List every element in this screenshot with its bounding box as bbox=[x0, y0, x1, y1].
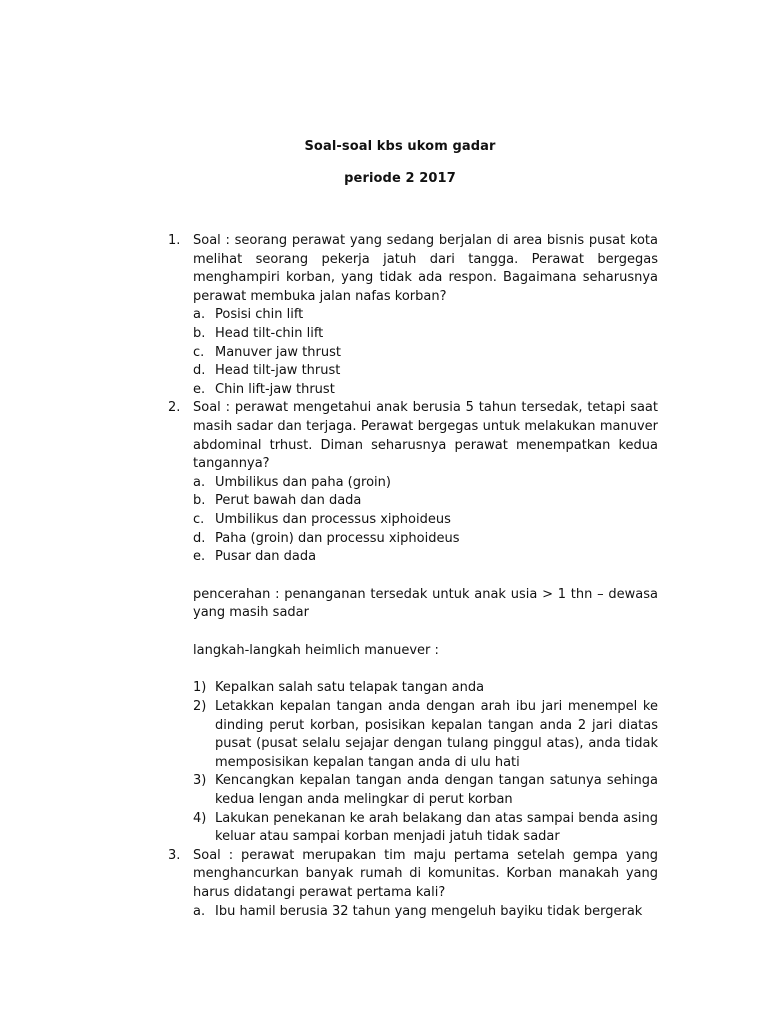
option-letter: a. bbox=[193, 903, 206, 919]
step-text: Kepalkan salah satu telapak tangan anda bbox=[215, 680, 485, 696]
question-1 bbox=[168, 232, 658, 399]
option-letter: d. bbox=[193, 363, 206, 379]
option-item bbox=[193, 474, 658, 493]
option-text: Manuver jaw thrust bbox=[215, 344, 341, 360]
step-number: 4) bbox=[193, 810, 207, 826]
question-number: 1. bbox=[168, 233, 181, 248]
step-item bbox=[193, 698, 658, 772]
question-number: 3. bbox=[168, 847, 181, 863]
option-item bbox=[193, 492, 658, 511]
option-text: Perut bawah dan dada bbox=[215, 493, 362, 509]
option-text: Posisi chin lift bbox=[215, 307, 304, 323]
question-2 bbox=[168, 399, 658, 566]
question-text: Soal : seorang perawat yang sedang berjalan di area bisnis pusat kota melihat seorang pekerja jatuh dari tangga. Perawat bergegas menghampiri korban, yang tidak ada respon. Bagaimana seharusnya perawat membuka jalan nafas korban? bbox=[193, 233, 658, 304]
option-letter: b. bbox=[193, 493, 206, 509]
question-text: Soal : perawat merupakan tim maju pertama setelah gempa yang menghancurkan banyak rumah di komunitas. Korban manakah yang harus didatangi perawat pertama kali? bbox=[193, 847, 658, 900]
option-letter: c. bbox=[193, 344, 205, 360]
step-item bbox=[193, 810, 658, 847]
option-letter: e. bbox=[193, 549, 206, 565]
option-text: Umbilikus dan processus xiphoideus bbox=[215, 511, 451, 527]
question-text: Soal : perawat mengetahui anak berusia 5 tahun tersedak, tetapi saat masih sadar dan terjaga. Perawat bergegas untuk melakukan manuver abdominal trhust. Diman seharusnya perawat menempatkan kedua tangannya? bbox=[193, 400, 658, 472]
steps-heading: langkah-langkah heimlich manuever : bbox=[193, 642, 439, 658]
explanation-paragraph: pencerahan : penanganan tersedak untuk anak usia > 1 thn – dewasa yang masih sadar bbox=[193, 586, 658, 621]
option-text: Pusar dan dada bbox=[215, 549, 317, 565]
option-text: Ibu hamil berusia 32 tahun yang mengeluh bayiku tidak bergerak bbox=[215, 903, 643, 919]
option-text: Umbilikus dan paha (groin) bbox=[215, 474, 391, 490]
step-text: Kencangkan kepalan tangan anda dengan tangan satunya sehinga kedua lengan anda melingkar di perut korban bbox=[215, 773, 658, 808]
option-item bbox=[193, 306, 658, 325]
option-item bbox=[193, 530, 658, 549]
option-item bbox=[193, 325, 658, 344]
option-item bbox=[193, 381, 658, 400]
option-item bbox=[193, 362, 658, 381]
question-3 bbox=[168, 847, 658, 921]
option-item bbox=[193, 548, 658, 567]
option-letter: c. bbox=[193, 511, 205, 527]
step-number: 3) bbox=[193, 773, 207, 789]
step-number: 1) bbox=[193, 680, 207, 696]
step-item bbox=[193, 679, 658, 698]
steps-list bbox=[168, 679, 658, 846]
option-letter: d. bbox=[193, 530, 206, 546]
document-subtitle: periode 2 2017 bbox=[344, 171, 456, 186]
option-item bbox=[193, 511, 658, 530]
option-item bbox=[193, 903, 658, 922]
option-list bbox=[193, 474, 658, 567]
document-title: Soal-soal kbs ukom gadar bbox=[304, 139, 496, 154]
option-text: Head tilt-chin lift bbox=[215, 325, 324, 341]
question-number: 2. bbox=[168, 400, 181, 416]
option-letter: a. bbox=[193, 307, 206, 323]
option-list bbox=[193, 306, 658, 399]
option-text: Head tilt-jaw thrust bbox=[215, 363, 341, 379]
option-item bbox=[193, 344, 658, 363]
step-text: Letakkan kepalan tangan anda dengan arah ibu jari menempel ke dinding perut korban, posisikan kepalan tangan anda 2 jari diatas pusat (pusat selalu sejajar dengan tulang pinggul atas), anda tidak memposisikan kepalan tangan anda di ulu hati bbox=[215, 699, 658, 770]
option-text: Paha (groin) dan processu xiphoideus bbox=[215, 530, 460, 546]
step-text: Lakukan penekanan ke arah belakang dan atas sampai benda asing keluar atau sampai korban menjadi jatuh tidak sadar bbox=[215, 810, 658, 845]
option-text: Chin lift-jaw thrust bbox=[215, 381, 335, 397]
option-letter: b. bbox=[193, 325, 206, 341]
document-body bbox=[168, 232, 658, 921]
option-list bbox=[193, 903, 658, 922]
step-number: 2) bbox=[193, 699, 207, 715]
step-item bbox=[193, 772, 658, 809]
option-letter: a. bbox=[193, 474, 206, 490]
option-letter: e. bbox=[193, 381, 206, 397]
